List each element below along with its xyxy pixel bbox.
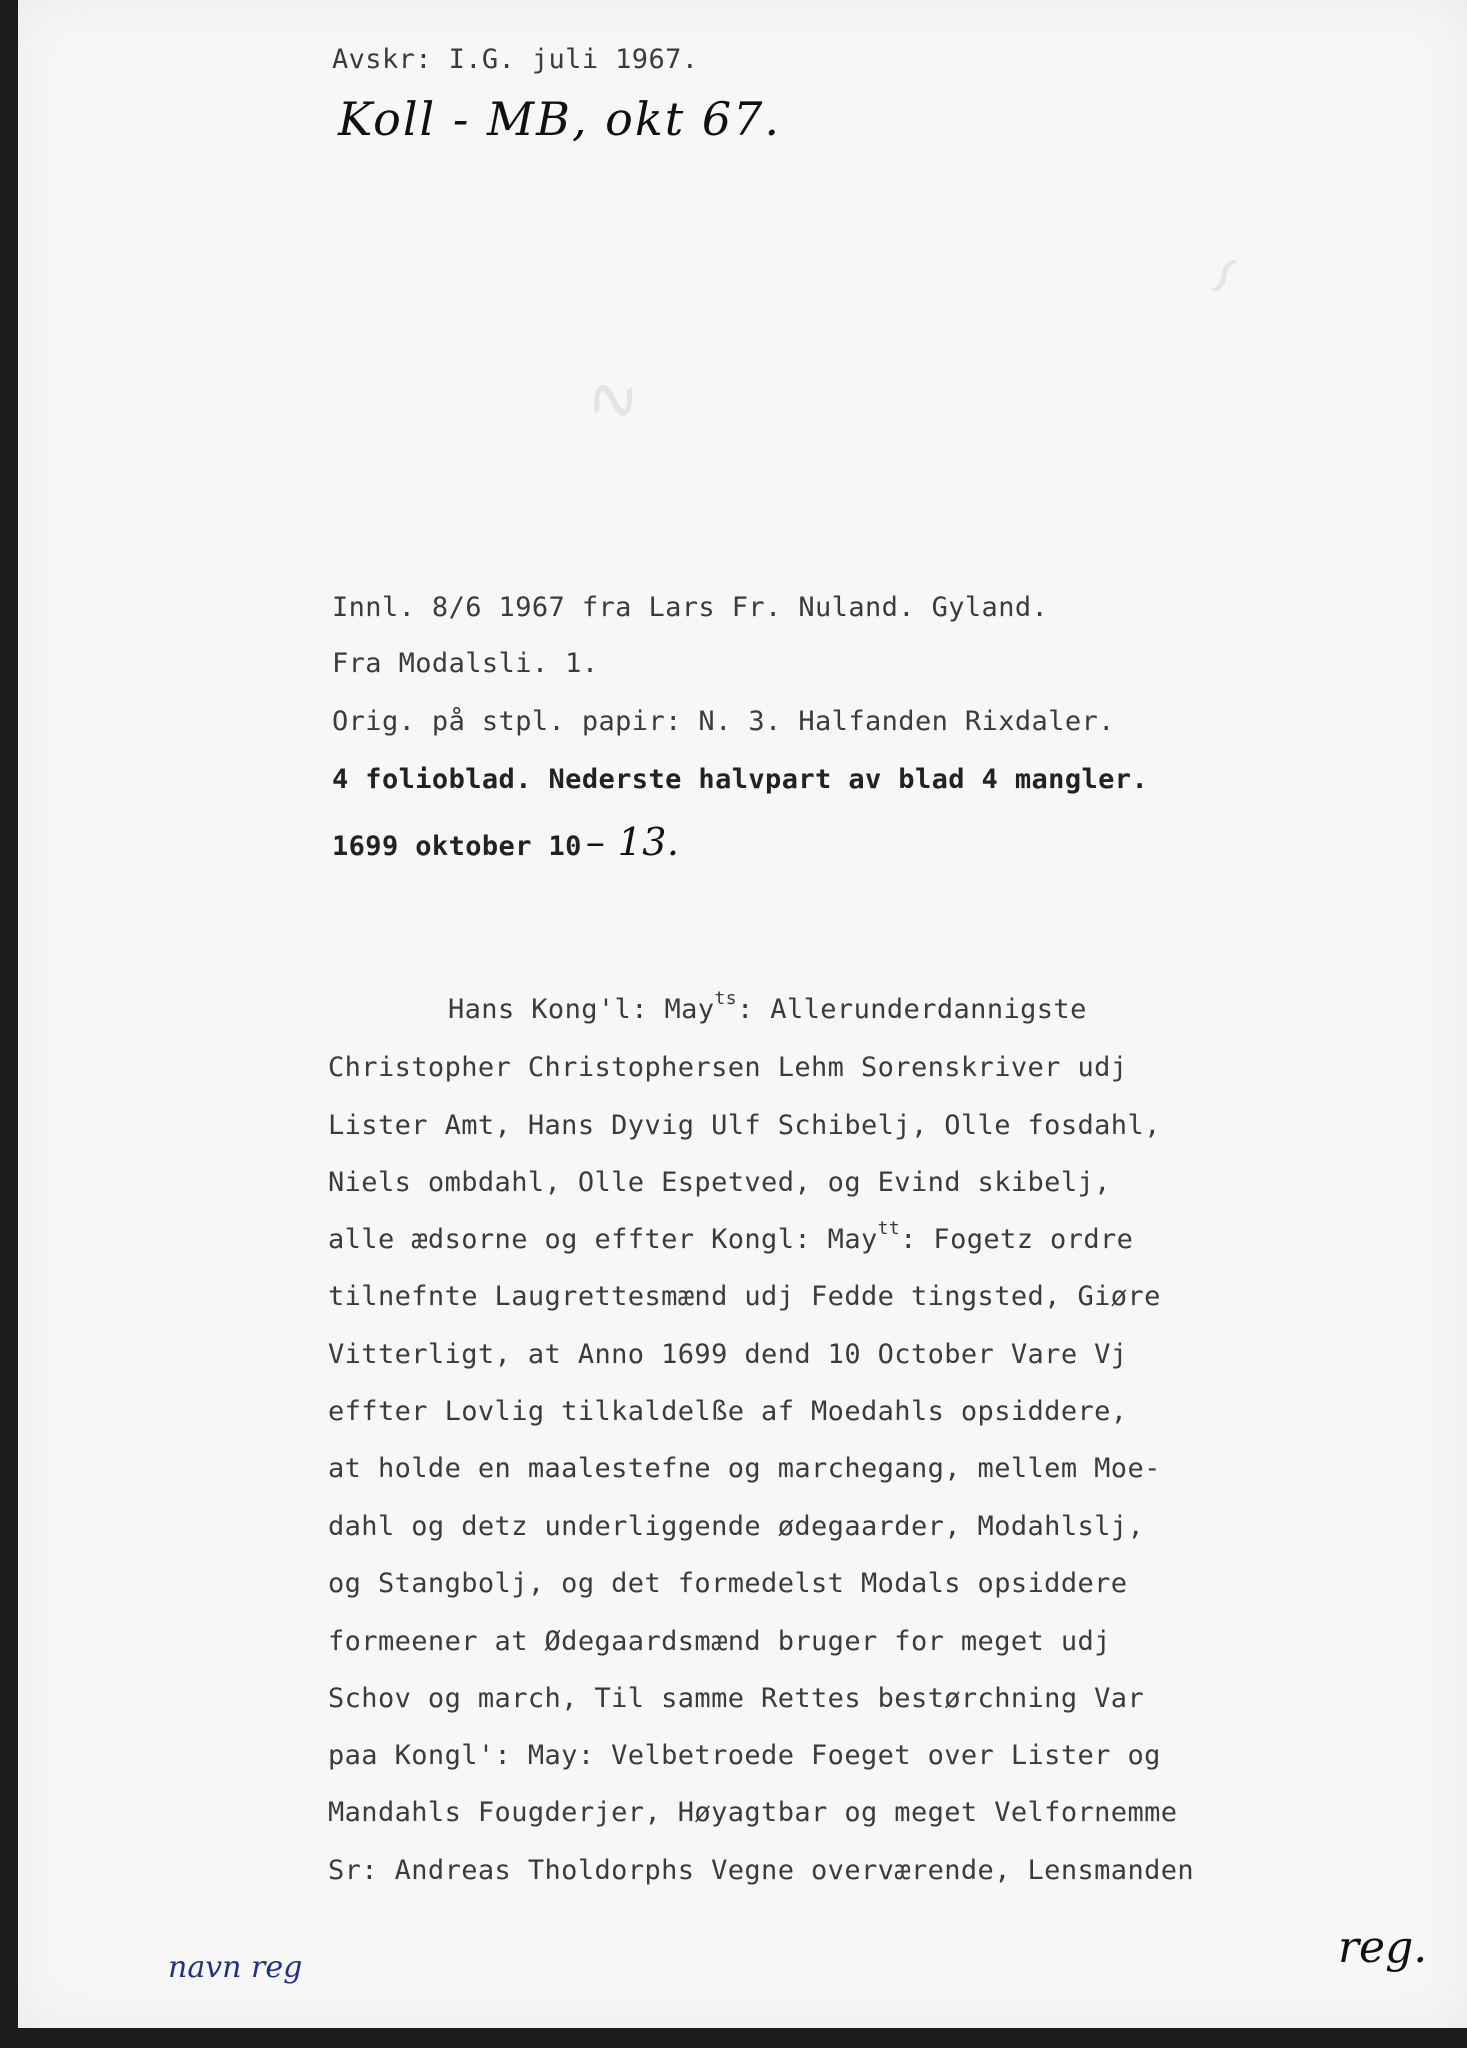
received-line: Innl. 8/6 1967 fra Lars Fr. Nuland. Gyland.: [332, 592, 1049, 623]
date-typed: 1699 oktober 10: [332, 831, 582, 862]
bleed-through-mark: ∽: [1180, 235, 1267, 315]
body-line-15: Mandahls Fougderjer, Høyagtbar og meget Velfornemme: [328, 1797, 1178, 1828]
transcription-note: Avskr: I.G. juli 1967.: [332, 44, 699, 75]
checked-note-handwritten: Koll - MB, okt 67.: [338, 92, 782, 146]
body-line-2: Christopher Christophersen Lehm Sorenskriver udj: [328, 1052, 1128, 1083]
body-line-16: Sr: Andreas Tholdorphs Vegne overværende, Lensmanden: [328, 1855, 1195, 1886]
body-line-7: Vitterligt, at Anno 1699 dend 10 October Vare Vj: [328, 1339, 1128, 1370]
date-handwritten: – 13.: [585, 820, 680, 864]
date-line: [332, 820, 679, 864]
body-line-1-pre: Hans Kong'l: May: [448, 994, 715, 1025]
source-line: Fra Modalsli. 1.: [332, 648, 599, 679]
document-page: [18, 0, 1467, 2028]
body-line-10: dahl og detz underliggende ødegaarder, Modahlslj,: [328, 1511, 1145, 1542]
body-line-5-sup: tt: [877, 1218, 901, 1239]
body-line-11: og Stangbolj, og det formedelst Modals opsiddere: [328, 1568, 1128, 1599]
body-line-14: paa Kongl': May: Velbetroede Foeget over Lister og: [328, 1740, 1161, 1771]
folio-line: 4 folioblad. Nederste halvpart av blad 4 mangler.: [332, 764, 1149, 795]
body-line-6: tilnefnte Laugrettesmænd udj Fedde tingsted, Giøre: [328, 1281, 1161, 1312]
body-line-5: [328, 1218, 1134, 1255]
original-line: Orig. på stpl. papir: N. 3. Halfanden Rixdaler.: [332, 706, 1115, 737]
body-line-3: Lister Amt, Hans Dyvig Ulf Schibelj, Olle fosdahl,: [328, 1110, 1161, 1141]
body-line-8: effter Lovlig tilkaldelße af Moedahls opsiddere,: [328, 1396, 1128, 1427]
body-line-1-sup: ts: [714, 988, 737, 1009]
body-line-5-post: : Fogetz ordre: [900, 1224, 1134, 1255]
register-note-left-handwritten: navn reg: [168, 1950, 303, 1985]
body-line-13: Schov og march, Til samme Rettes bestørchning Var: [328, 1683, 1145, 1714]
body-line-9: at holde en maalestefne og marchegang, mellem Moe-: [328, 1453, 1161, 1484]
body-line-12: formeener at Ødegaardsmænd bruger for meget udj: [328, 1626, 1111, 1657]
body-line-5-pre: alle ædsorne og effter Kongl: May: [328, 1224, 878, 1255]
body-line-4: Niels ombdahl, Olle Espetved, og Evind skibelj,: [328, 1167, 1111, 1198]
register-note-right-handwritten: reg.: [1338, 1922, 1428, 1973]
body-line-1-post: : Allerunderdannigste: [736, 994, 1087, 1025]
bleed-through-mark: ∿: [562, 351, 653, 451]
body-line-1: [448, 988, 1087, 1025]
